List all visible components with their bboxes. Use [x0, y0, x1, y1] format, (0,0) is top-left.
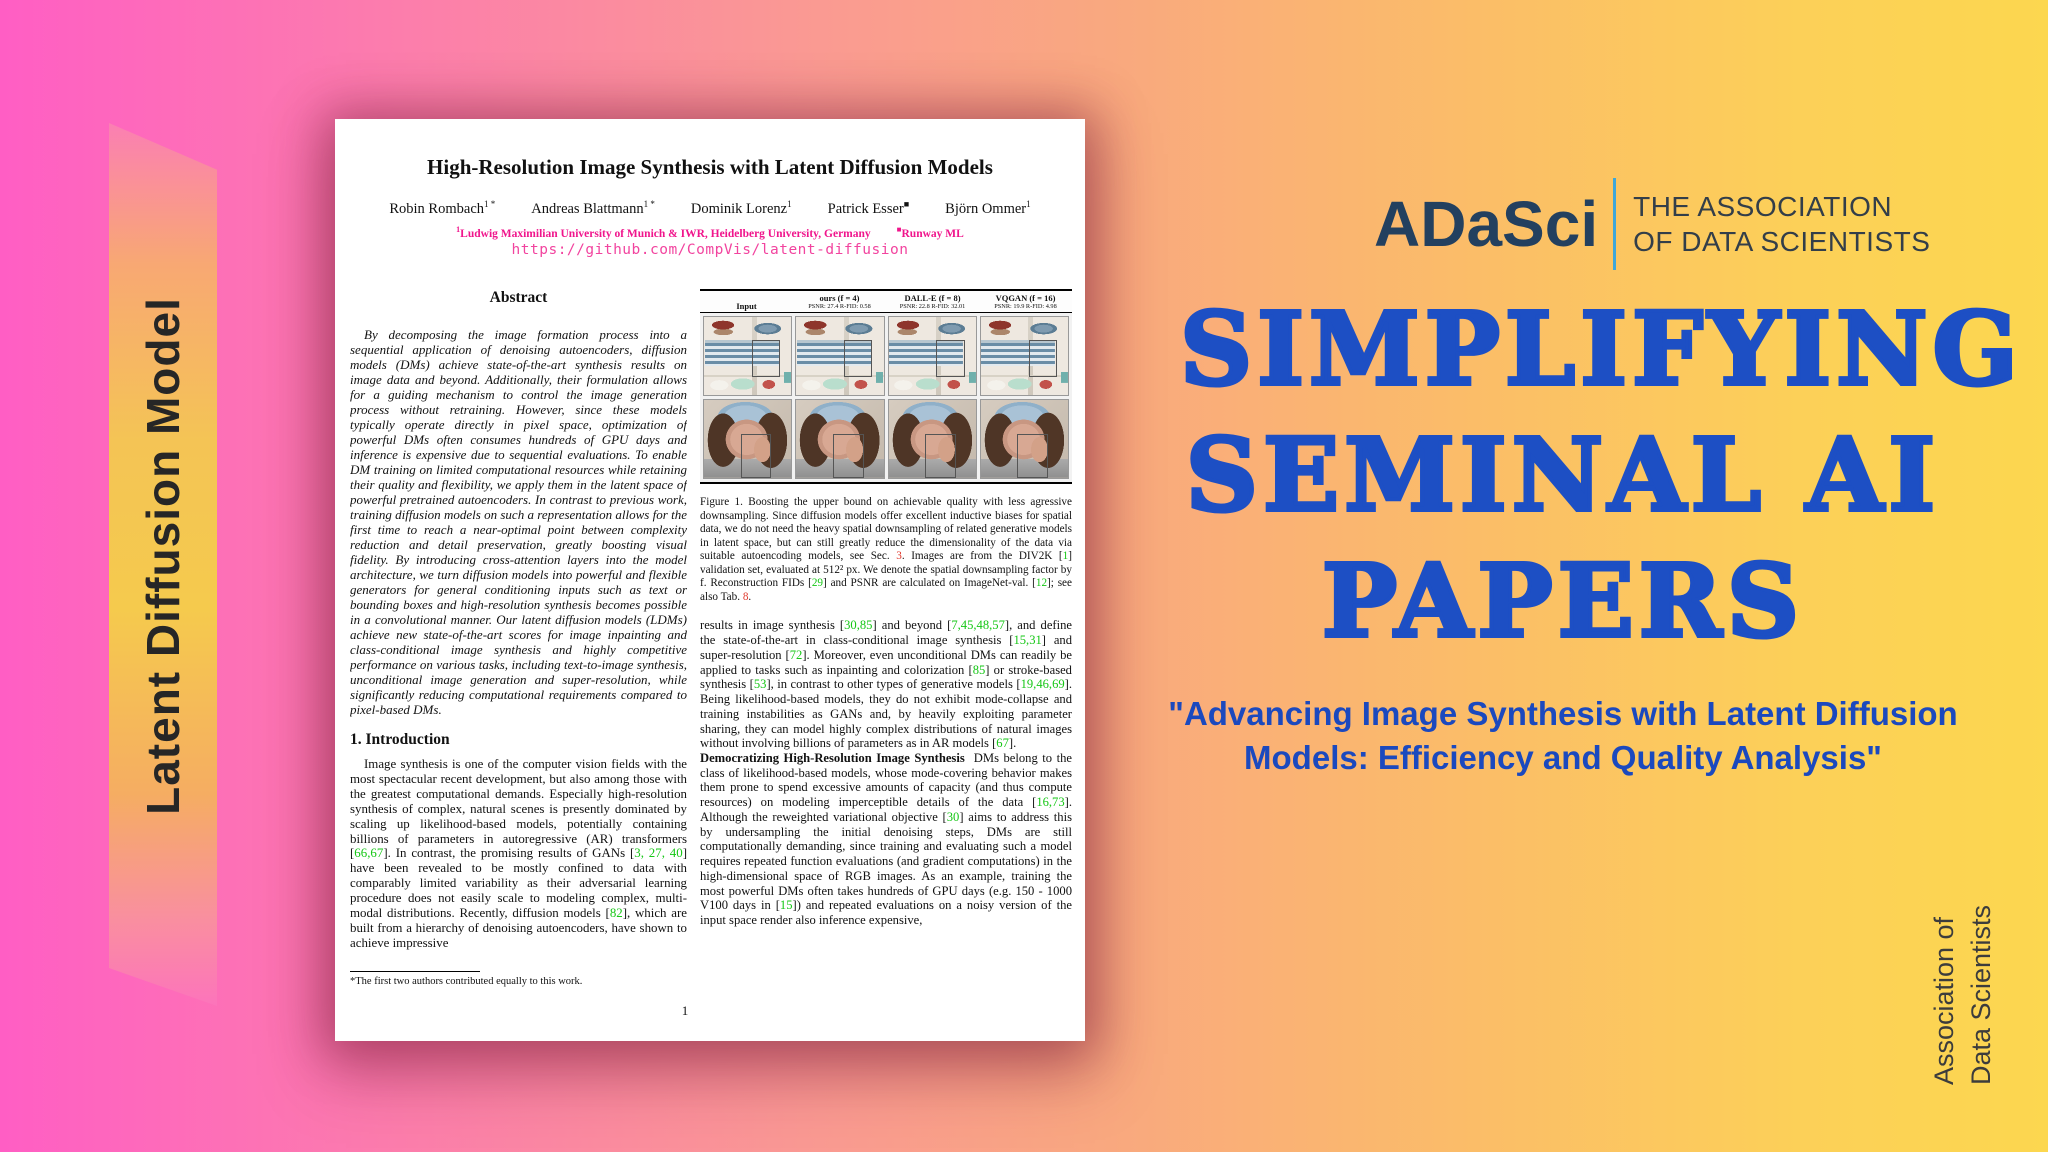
figure-column-vqgan: VQGAN (f = 16) PSNR: 19.9 R-FID: 4.98	[994, 293, 1057, 310]
figure-image-portrait	[703, 399, 792, 479]
headline-line-3: PAPERS	[1321, 542, 1805, 660]
ribbon-label: Latent Diffusion Model	[137, 297, 189, 815]
footnote-rule	[350, 971, 480, 972]
runway-logo-icon: ■	[896, 225, 902, 234]
figure-column-ours: ours (f = 4) PSNR: 27.4 R-FID: 0.58	[808, 293, 871, 310]
body-paragraph-2: Democratizing High-Resolution Image Synthesis DMs belong to the class of likelihood-based models, whose mode-covering behavior makes them prone to spend excessive amounts of capacity (and thus compute resources) on modeling imperceptible details of the data [16,73]. Although the reweighted variational objective [30] aims to address this by undersampling the initial denoising steps, DMs are still computationally demanding, since training and evaluating such a model requires repeated function evaluations (and gradient computations) in the high-dimensional space of RGB images. As an example, training the most powerful DMs often takes hundreds of GPU days (e.g. 150 - 1000 V100 days in [15]) and repeated evaluations on a noisy version of the input space render also inference expensive,	[700, 750, 1072, 928]
adasci-logo-text: ADaSci	[1374, 188, 1599, 260]
figure-1	[700, 289, 1072, 484]
zoom-inset-box	[833, 434, 864, 477]
author: Dominik Lorenz$^1$	[690, 199, 792, 217]
figure-column-dalle: DALL-E (f = 8) PSNR: 22.8 R-FID: 32.01	[899, 293, 966, 310]
page-number: 1	[681, 1003, 689, 1018]
figure-column-input: Input	[736, 301, 757, 311]
zoom-inset-box	[1029, 340, 1057, 376]
figure-image-plates	[703, 316, 792, 396]
zoom-inset-box	[925, 434, 956, 477]
author: Robin Rombach$^{1 *}$	[389, 199, 496, 217]
introduction-heading: 1. Introduction	[350, 731, 450, 748]
paper-title: High-Resolution Image Synthesis with Latent Diffusion Models	[427, 155, 993, 179]
figure-image-portrait	[980, 399, 1069, 479]
zoom-inset-box	[741, 434, 772, 477]
introduction-text: Image synthesis is one of the computer vision fields with the most spectacular recent development, but also among those with the greatest computational demands. Especially high-resolution synthesis of complex, natural scenes is presently dominated by scaling up likelihood-based models, potentially containing billions of parameters in autoregressive (AR) transformers [66,67]. In contrast, the promising results of GANs [3, 27, 40] have been revealed to be mostly confined to data with comparably limited variability as their adversarial learning procedure does not easily scale to modeling complex, multi-modal distributions. Recently, diffusion models [82], which are built from a hierarchy of denoising autoencoders, have shown to achieve impressive	[350, 757, 687, 950]
figure-image-portrait	[795, 399, 884, 479]
logo-divider-line	[1613, 178, 1616, 270]
paper-left-column	[350, 289, 687, 969]
body-paragraph-1: results in image synthesis [30,85] and beyond [7,45,48,57], and define the state-of-the-art in class-conditional image synthesis [15,31] and super-resolution [72]. Moreover, even unconditional DMs can readily be applied to tasks such as inpainting and colorization [85] or stroke-based synthesis [53], in contrast to other types of generative models [19,46,69]. Being likelihood-based models, they do not exhibit mode-collapse and training instabilities as GANs and, by heavily exploiting parameter sharing, they can model highly complex distributions of natural images without involving billions of parameters as in AR models [67].	[700, 618, 1072, 751]
runin-heading: Democratizing High-Resolution Image Synthesis	[700, 750, 965, 765]
figure-image-portrait	[888, 399, 977, 479]
paper-authors	[355, 199, 1065, 218]
author: Patrick Esser■	[827, 199, 910, 217]
figure-image-plates	[980, 316, 1069, 396]
logo-tagline: THE ASSOCIATION OF DATA SCIENTISTS	[1633, 191, 1931, 257]
vertical-association-label: Association of Data Scientists	[1929, 904, 1996, 1086]
figure-image-grid	[700, 313, 1072, 482]
paper-page	[335, 119, 1085, 1041]
author: Andreas Blattmann$^{1 *}$	[531, 199, 655, 217]
headline-line-1: SIMPLIFYING	[1180, 290, 2023, 408]
paper-right-column	[700, 289, 1072, 1041]
runway-logo-icon: ■	[903, 199, 910, 209]
paper-github-link[interactable]: https://github.com/CompVis/latent-diffusion	[511, 242, 909, 258]
author: Björn Ommer$^1$	[945, 199, 1031, 217]
headline-line-2: SEMINAL AI	[1185, 416, 1941, 534]
figure-image-plates	[795, 316, 884, 396]
zoom-inset-box	[936, 340, 964, 376]
figure-caption: Figure 1. Boosting the upper bound on achievable quality with less agressive downsampling. Since diffusion models offer excellent inductive biases for spatial data, we do not need the heavy spatial downsampling of related generative models in latent space, but can still greatly reduce the dimensionality of the data via suitable autoencoding models, see Sec. 3. Images are from the DIV2K [1] validation set, evaluated at 512² px. We denote the spatial downsampling factor by f. Reconstruction FIDs [29] and PSNR are calculated on ImageNet-val. [12]; see also Tab. 8.	[700, 496, 1072, 603]
zoom-inset-box	[1017, 434, 1048, 477]
paper-footnote: *The first two authors contributed equally to this work.	[350, 971, 687, 987]
paper-affiliation: $^1$Ludwig Maximilian University of Munich & IWR, Heidelberg University, Germany ■Runway ML	[456, 225, 964, 240]
adasci-logo	[1374, 178, 1930, 270]
abstract-heading: Abstract	[489, 289, 548, 306]
paper-body-text	[700, 618, 1072, 927]
figure-column-headers	[700, 291, 1072, 313]
subtitle-quote: "Advancing Image Synthesis with Latent Diffusion Models: Efficiency and Quality Analysis"	[1168, 695, 1958, 776]
figure-image-plates	[888, 316, 977, 396]
abstract-text: By decomposing the image formation process into a sequential application of denoising autoencoders, diffusion models (DMs) achieve state-of-the-art synthesis results on image data and beyond. Additionally, their formulation allows for a guiding mechanism to control the image generation process without retraining. However, since these models typically operate directly in pixel space, optimization of powerful DMs often consumes hundreds of GPU days and inference is expensive due to sequential evaluations. To enable DM training on limited computational resources while retaining their quality and flexibility, we apply them in the latent space of powerful pretrained autoencoders. In contrast to previous work, training diffusion models on such a representation allows for the first time to reach a near-optimal point between complexity reduction and detail preservation, greatly boosting visual fidelity. By introducing cross-attention layers into the model architecture, we turn diffusion models into powerful and flexible generators for general conditioning inputs such as text or bounding boxes and high-resolution synthesis becomes possible in a convolutional manner. Our latent diffusion models (LDMs) achieve new state-of-the-art scores for image inpainting and class-conditional image synthesis and highly competitive performance on various tasks, including text-to-image synthesis, unconditional image generation and super-resolution, while significantly reducing computational requirements compared to pixel-based DMs.	[350, 327, 687, 717]
main-headline	[1180, 286, 2023, 664]
zoom-inset-box	[844, 340, 872, 376]
zoom-inset-box	[752, 340, 780, 376]
